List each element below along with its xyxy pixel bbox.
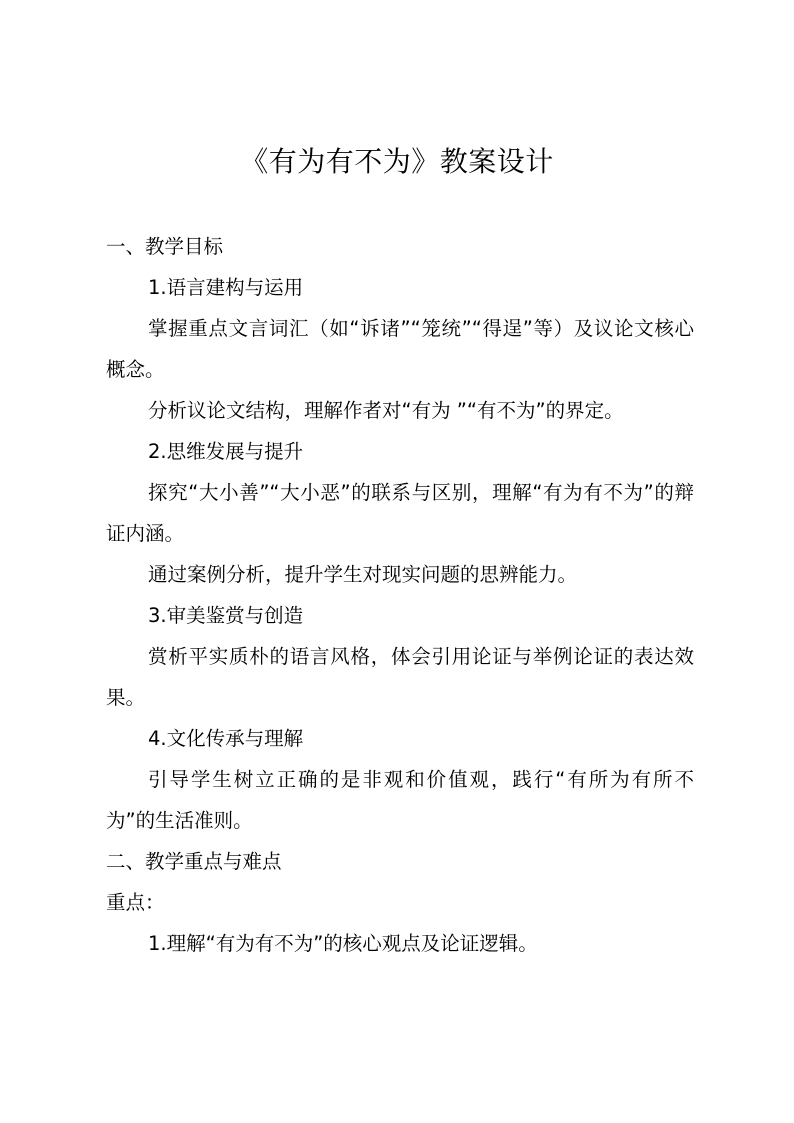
objective-subheading: 3.审美鉴赏与创造	[148, 604, 304, 627]
paragraph: 引导学生树立正确的是非观和价值观，践行“有所为有所不为”的生活准则。	[106, 768, 694, 832]
objective-subheading: 4.文化传承与理解	[148, 727, 304, 750]
section-heading: 二、教学重点与难点	[106, 850, 282, 873]
paragraph: 分析议论文结构，理解作者对“有为 ”“有不为”的界定。	[148, 399, 624, 422]
objective-subheading: 2.思维发展与提升	[148, 440, 304, 463]
paragraph: 探究“大小善”“大小恶”的联系与区别，理解“有为有不为”的辩证内涵。	[106, 481, 694, 545]
paragraph: 通过案例分析，提升学生对现实问题的思辨能力。	[148, 563, 578, 586]
key-points-label: 重点：	[106, 891, 165, 914]
objective-subheading: 1.语言建构与运用	[148, 276, 304, 299]
paragraph: 1.理解“有为有不为”的核心观点及论证逻辑。	[148, 932, 538, 955]
document-title: 《有为有不为》教案设计	[240, 145, 554, 178]
document-body	[106, 226, 694, 964]
section-heading: 一、教学目标	[106, 235, 224, 258]
paragraph: 赏析平实质朴的语言风格，体会引用论证与举例论证的表达效果。	[106, 645, 694, 709]
paragraph: 掌握重点文言词汇（如“诉诸”“笼统”“得逞”等）及议论文核心概念。	[106, 317, 694, 381]
